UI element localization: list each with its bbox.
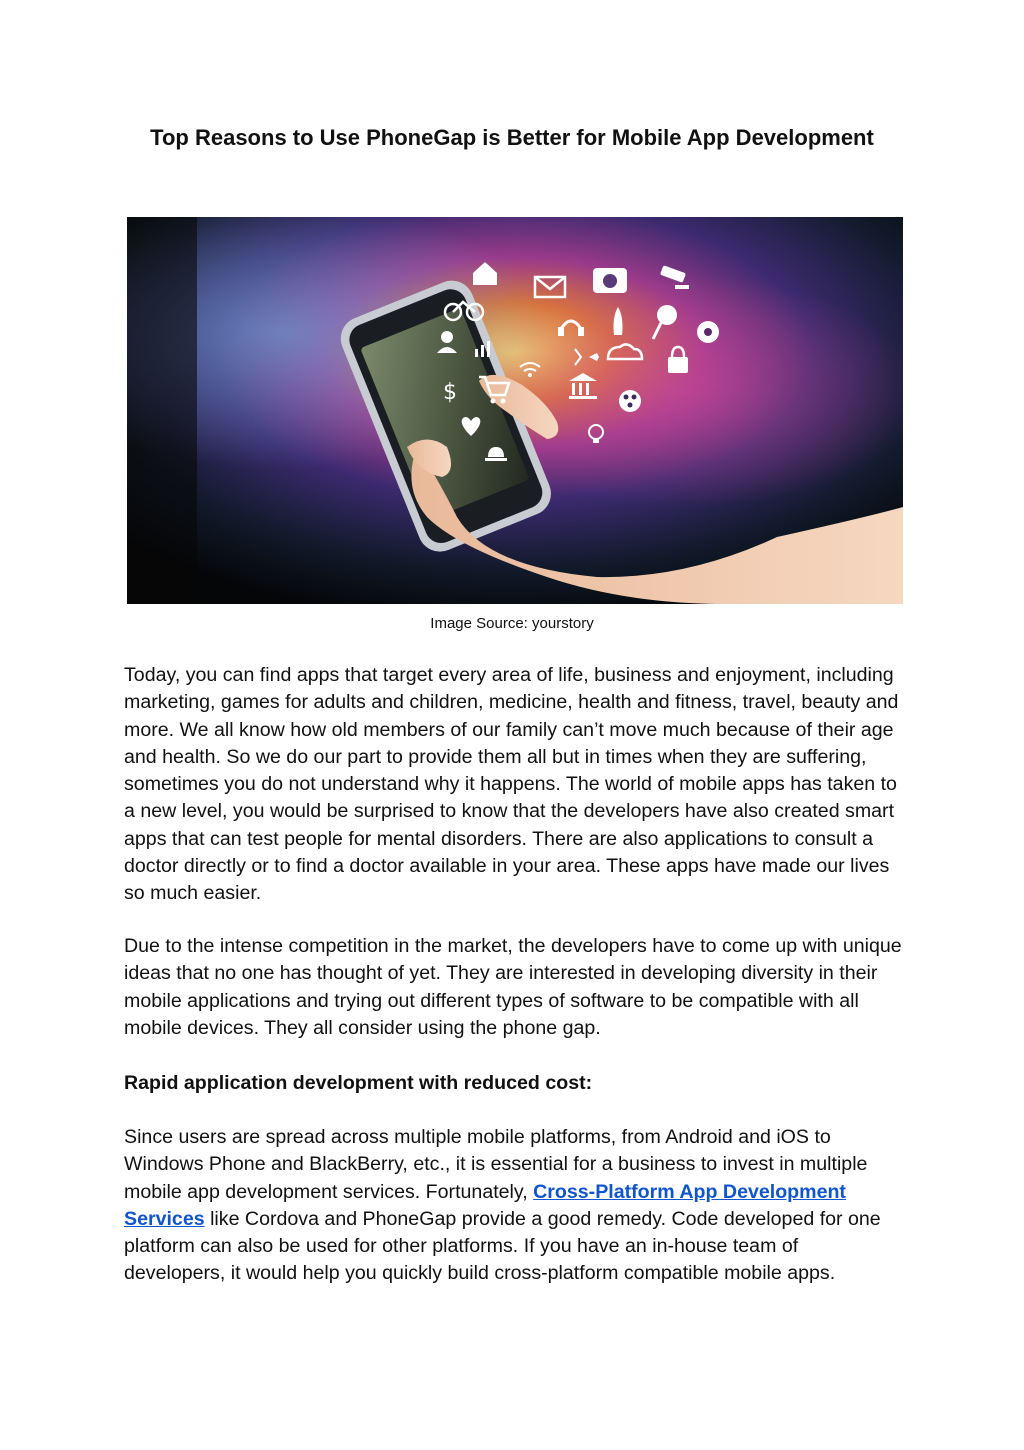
paragraph-cross-platform [124, 1124, 904, 1288]
camera-icon [593, 268, 627, 293]
section-heading: Rapid application development with reduced cost: [124, 1072, 593, 1094]
film-reel-icon [619, 390, 641, 412]
paragraph-competition: Due to the intense competition in the market, the developers have to come up with unique ideas that no one has thought of yet. They are interested in developing diversity in their mobile applications and trying out different types of software to be compatible with all mobile devices. They all consider using the phone gap. [124, 935, 902, 1039]
hero-image [127, 217, 903, 604]
dollar-icon [443, 380, 457, 405]
paragraph-intro: Today, you can find apps that target every area of life, business and enjoyment, including marketing, games for adults and children, medicine, health and fitness, travel, beauty and more. We all know how old members of our family can’t move much because of their age and health. So we do our part to provide them all but in times when they are suffering, sometimes you do not understand why it happens. The world of mobile apps has taken to a new level, you would be surprised to know that the developers have also created smart apps that can test people for mental disorders. There are also applications to consult a doctor directly or to find a doctor available in your area. These apps have made our lives so much easier. [124, 664, 899, 905]
target-icon [697, 321, 719, 343]
paragraph-cross-platform-lead: Since users are spread across multiple mobile platforms, from Android and iOS to Windows Phone and BlackBerry, etc., it is essential for a business to invest in multiple mobile app development services. Fortunately, [124, 1126, 868, 1203]
cross-platform-services-link[interactable]: Cross-Platform App Development Services [124, 1180, 846, 1230]
paragraph-cross-platform-rest: like Cordova and PhoneGap provide a good remedy. Code developed for one platform can also be used for other platforms. If you have an in-house team of developers, it would help you quickly build cross-platform compatible mobile apps. [124, 1207, 881, 1285]
document-title: Top Reasons to Use PhoneGap is Better for Mobile App Development [150, 125, 874, 150]
svg-text:$: $ [443, 380, 457, 405]
image-caption: Image Source: yourstory [430, 615, 594, 632]
